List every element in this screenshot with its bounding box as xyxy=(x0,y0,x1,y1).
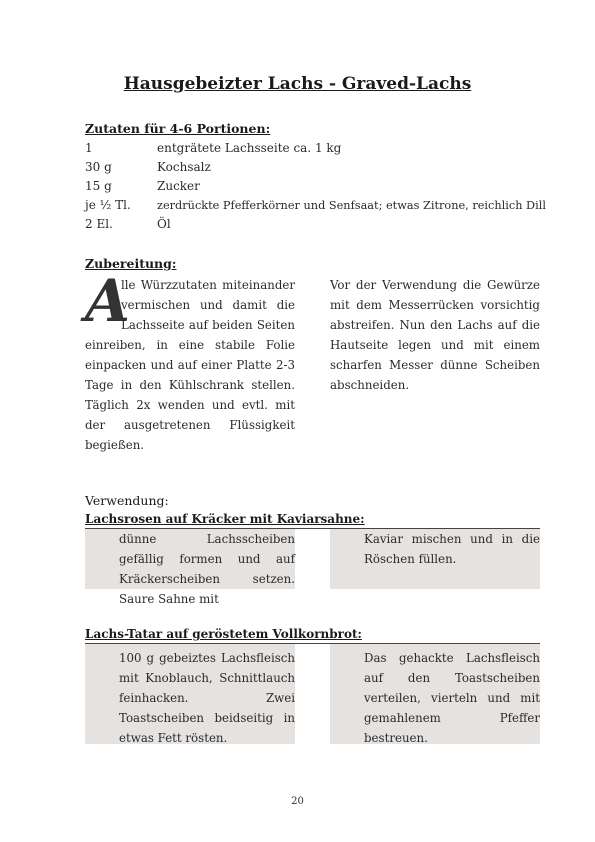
drop-cap: A xyxy=(85,267,131,335)
ingredient-text: Öl xyxy=(157,217,171,231)
ingredient-text: entgrätete Lachsseite ca. 1 kg xyxy=(157,141,342,155)
ingredient-qty: 15 g xyxy=(85,179,112,193)
ingredient-qty: 30 g xyxy=(85,160,112,174)
page-number: 20 xyxy=(291,796,304,807)
usage-item2-heading: Lachs-Tatar auf geröstetem Vollkornbrot: xyxy=(85,627,362,641)
recipe-title: Hausgebeizter Lachs - Graved-Lachs xyxy=(123,74,472,94)
usage-item1-right-box: Kaviar mischen und in die Röschen füllen. xyxy=(330,529,540,589)
ingredient-text: Kochsalz xyxy=(157,160,211,174)
preparation-left-text: lle Würzzutaten miteinander vermischen und damit die Lachsseite auf beiden Seiten einreiben, in eine stabile Folie einpacken und auf einer Platte 2-3 Tage in den Kühlschrank stellen. Täglich 2x wenden und evtl. mit der ausgetretenen Flüssigkeit begießen. xyxy=(85,278,295,452)
preparation-right-column: Vor der Verwendung die Gewürze mit dem Messerrücken vorsichtig abstreifen. Nun den Lachs auf die Hautseite legen und mit einem scharfen Messer dünne Scheiben abschneiden. xyxy=(330,278,540,392)
preparation-heading: Zubereitung: xyxy=(85,256,177,271)
usage-item2-right-box: Das gehackte Lachsfleisch auf den Toastscheiben verteilen, vierteln und mit gemahlenem Pfeffer bestreuen. xyxy=(330,644,540,744)
ingredient-qty: 1 xyxy=(85,141,93,155)
preparation-left-column xyxy=(85,267,295,455)
usage-item2-left-box: 100 g gebeiztes Lachsfleisch mit Knoblauch, Schnittlauch feinhacken. Zwei Toastscheiben beidseitig in etwas Fett rösten. xyxy=(85,644,295,744)
ingredient-text: zerdrückte Pfefferkörner und Senfsaat; etwas Zitrone, reichlich Dill xyxy=(157,199,546,212)
usage-item1-left-box: dünne Lachsscheiben gefällig formen und auf Kräckerscheiben setzen. Saure Sahne mit xyxy=(85,529,295,589)
usage-heading: Verwendung: xyxy=(85,493,169,508)
ingredient-qty: 2 El. xyxy=(85,217,113,231)
ingredient-qty: je ½ Tl. xyxy=(85,198,131,212)
usage-item1-heading: Lachsrosen auf Kräcker mit Kaviarsahne: xyxy=(85,512,365,526)
ingredients-heading: Zutaten für 4-6 Portionen: xyxy=(85,121,271,136)
ingredient-text: Zucker xyxy=(157,179,200,193)
